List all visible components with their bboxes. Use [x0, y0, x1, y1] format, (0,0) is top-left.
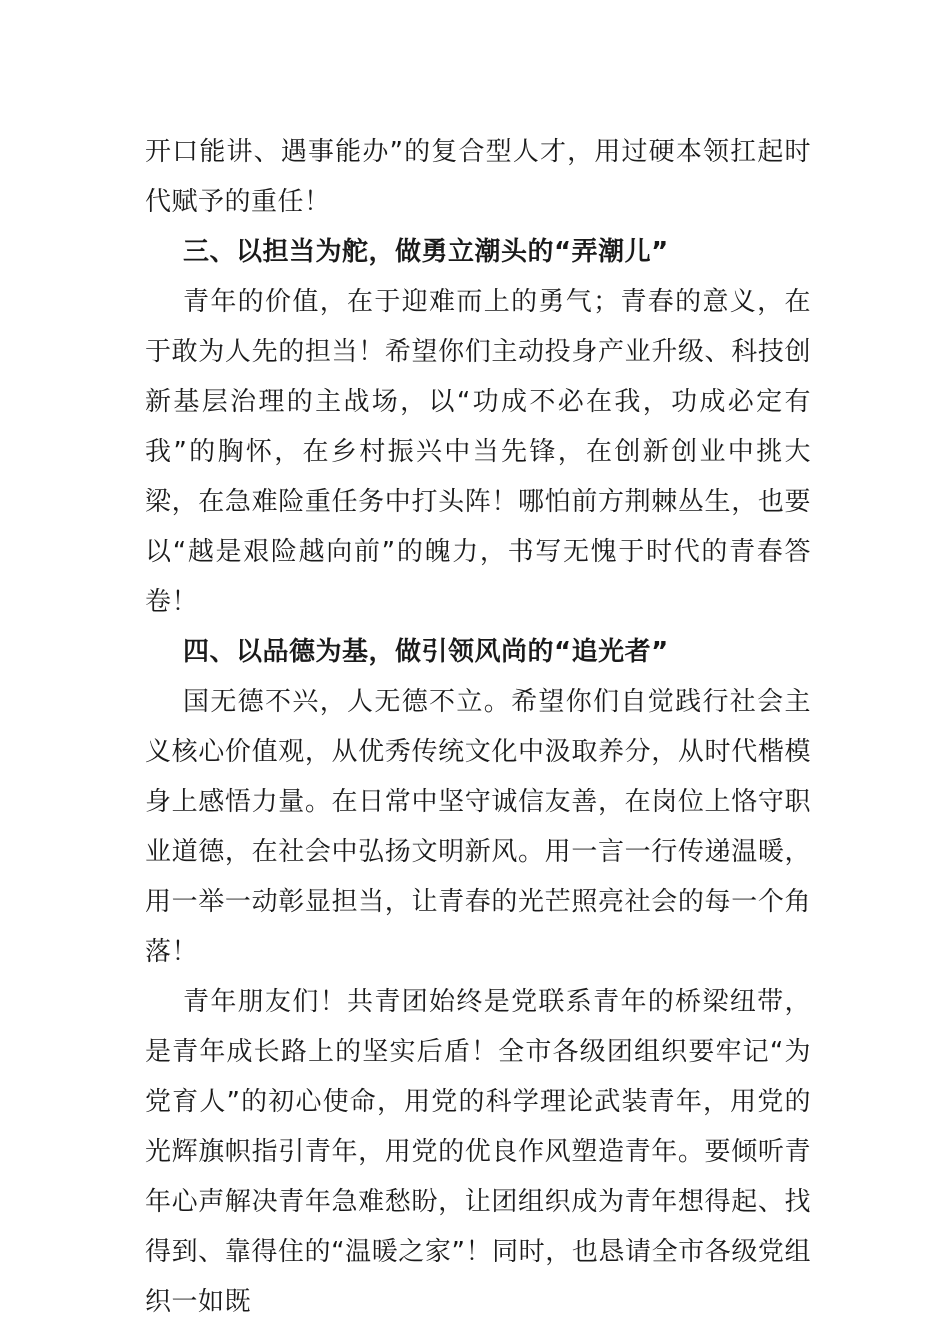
paragraph-closing: 青年朋友们！共青团始终是党联系青年的桥梁纽带，是青年成长路上的坚实后盾！全市各级团组织要牢记“为党育人”的初心使命，用党的科学理论武装青年，用党的光辉旗帜指引青年，用党的优良作风塑造青年。要倾听青年心声解决青年急难愁盼，让团组织成为青年想得起、找得到、靠得住的“温暖之家”！同时，也恳请全市各级党组织一如既 — [145, 987, 811, 1317]
section-heading-4: 四、以品德为基，做引领风尚的“追光者” — [183, 637, 669, 667]
paragraph-continuation: 开口能讲、遇事能办”的复合型人才，用过硬本领扛起时代赋予的重任！ — [145, 137, 811, 217]
paragraph-section-4: 国无德不兴，人无德不立。希望你们自觉践行社会主义核心价值观，从优秀传统文化中汲取养分，从时代楷模身上感悟力量。在日常中坚守诚信友善，在岗位上恪守职业道德，在社会中弘扬文明新风。用一言一行传递温暖，用一举一动彰显担当，让青春的光芒照亮社会的每一个角落！ — [145, 687, 811, 967]
document-body — [145, 127, 811, 1327]
section-heading-3: 三、以担当为舵，做勇立潮头的“弄潮儿” — [183, 237, 669, 267]
paragraph-section-3: 青年的价值，在于迎难而上的勇气；青春的意义，在于敢为人先的担当！希望你们主动投身产业升级、科技创新基层治理的主战场，以“功成不必在我，功成必定有我”的胸怀，在乡村振兴中当先锋，在创新创业中挑大梁，在急难险重任务中打头阵！哪怕前方荆棘丛生，也要以“越是艰险越向前”的魄力，书写无愧于时代的青春答卷！ — [145, 287, 811, 617]
